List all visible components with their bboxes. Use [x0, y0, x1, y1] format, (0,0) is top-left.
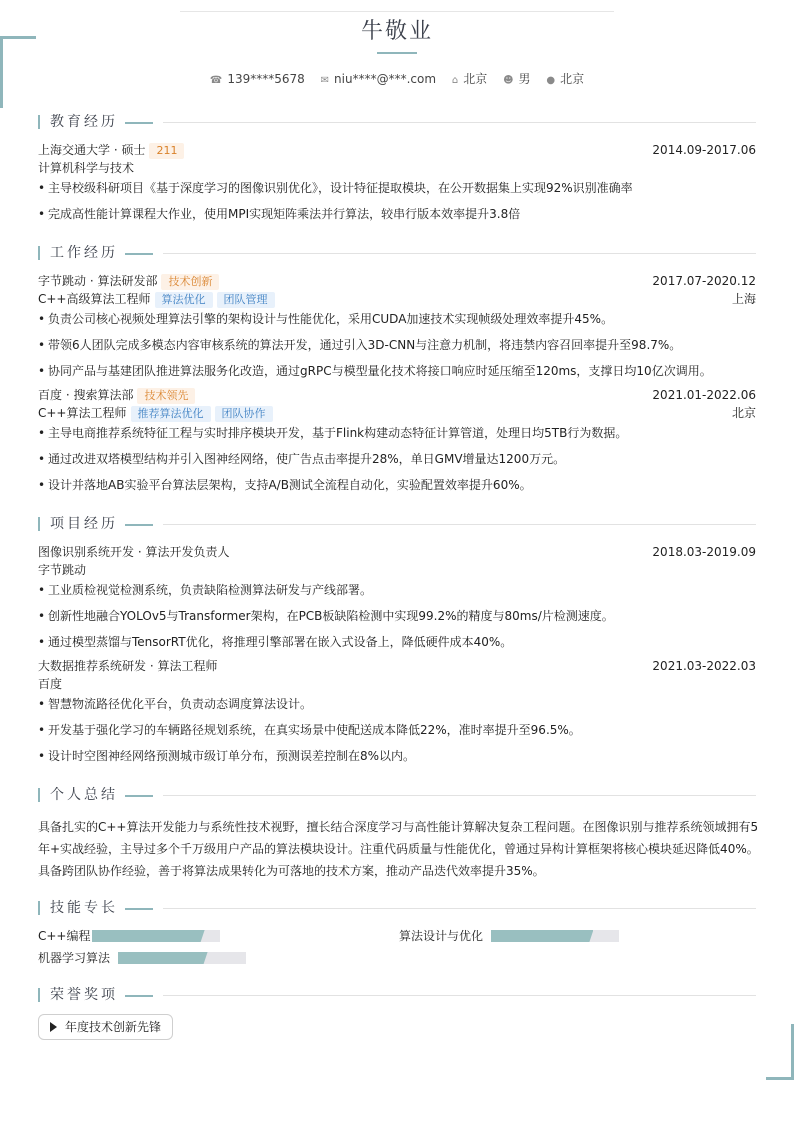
section-rule: [163, 908, 756, 909]
section-title: 教育经历: [50, 114, 118, 130]
section-title: 项目经历: [50, 516, 118, 532]
corner-decoration-bottom-right: [766, 1024, 794, 1080]
contact-location: ● 北京: [546, 72, 585, 86]
work-dates: 2021.01-2022.06: [652, 388, 756, 402]
project-org: 字节跳动: [38, 563, 87, 577]
award-name: 年度技术创新先锋: [65, 1020, 162, 1034]
major: 计算机科学与技术: [38, 161, 135, 175]
skill-tag: 团队协作: [215, 406, 273, 422]
education-major-row: [38, 160, 756, 176]
project-dates: 2018.03-2019.09: [652, 545, 756, 559]
section-marker: [38, 901, 40, 915]
work-header: [38, 387, 756, 403]
section-accent: [125, 253, 153, 255]
summary-line: 具备跨团队协作经验，善于将算法成果转化为可落地的技术方案，推动产品迭代效率提升35%。: [38, 864, 545, 878]
contact-email: ✉ niu****@***.com: [320, 72, 437, 86]
section-title: 个人总结: [50, 787, 118, 803]
skill-bar-fill: [92, 930, 205, 942]
work-role-row: [38, 405, 756, 421]
play-triangle-icon: [50, 1022, 57, 1032]
section-work: [38, 243, 756, 263]
section-title: 工作经历: [50, 245, 118, 261]
section-rule: [163, 122, 756, 123]
job-title: C++高级算法工程师: [38, 292, 151, 306]
project-org-row: [38, 562, 756, 578]
section-accent: [125, 908, 153, 910]
company: 字节跳动 · 算法研发部: [38, 274, 158, 288]
section-rule: [163, 253, 756, 254]
home-icon: ⌂: [451, 75, 459, 86]
skill-item: [399, 928, 639, 944]
phone-icon: ☎: [209, 75, 223, 86]
education-dates: 2014.09-2017.06: [652, 143, 756, 157]
section-accent: [125, 524, 153, 526]
project-header: [38, 658, 756, 674]
skill-tag: 推荐算法优化: [131, 406, 211, 422]
mail-icon: ✉: [320, 75, 330, 86]
skill-name: 算法设计与优化: [399, 929, 484, 943]
skill-bar-fill: [491, 930, 593, 942]
award-badge: [38, 1014, 173, 1040]
project-dates: 2021.03-2022.03: [652, 659, 756, 673]
skill-tag: 算法优化: [155, 292, 213, 308]
contact-phone: ☎ 139****5678: [209, 72, 305, 86]
section-marker: [38, 115, 40, 129]
skill-bar-fill: [118, 952, 208, 964]
education-header: [38, 142, 756, 158]
highlight-tag: 技术领先: [137, 388, 195, 404]
work-dates: 2017.07-2020.12: [652, 274, 756, 288]
skill-bar: [92, 930, 220, 942]
summary-line: 年+实战经验，主导过多个千万级用户产品的算法模块设计。注重代码质量与性能优化，曾通过异构计算框架将核心模块延迟降低40%。: [38, 842, 759, 856]
highlight-tag: 技术创新: [161, 274, 219, 290]
project-header: [38, 544, 756, 560]
project-name: 图像识别系统开发 · 算法开发负责人: [38, 545, 230, 559]
section-summary: [38, 785, 756, 805]
section-education: [38, 112, 756, 132]
school-tag: 211: [149, 143, 184, 159]
section-rule: [163, 795, 756, 796]
project-org-row: [38, 676, 756, 692]
gender-icon: ☻: [503, 75, 514, 86]
section-accent: [125, 795, 153, 797]
work-location: 上海: [731, 292, 756, 306]
section-projects: [38, 514, 756, 534]
skill-name: 机器学习算法: [38, 951, 111, 965]
skill-bar: [118, 952, 246, 964]
work-role-row: [38, 291, 756, 307]
section-rule: [163, 524, 756, 525]
project-name: 大数据推荐系统研发 · 算法工程师: [38, 659, 218, 673]
summary-line: 具备扎实的C++算法开发能力与系统性技术视野，擅长结合深度学习与高性能计算解决复杂工程问题。在图像识别与推荐系统领域拥有5: [38, 820, 759, 834]
contact-bar: [0, 70, 794, 87]
section-title: 技能专长: [50, 900, 118, 916]
section-rule: [163, 995, 756, 996]
section-accent: [125, 995, 153, 997]
skill-tag: 团队管理: [217, 292, 275, 308]
section-honors: [38, 985, 756, 1005]
skill-bar: [491, 930, 619, 942]
name-underline: [377, 52, 417, 54]
school-name: 上海交通大学 · 硕士: [38, 143, 146, 157]
summary-paragraph: [38, 816, 759, 882]
skill-name: C++编程: [38, 929, 91, 943]
project-org: 百度: [38, 677, 63, 691]
section-accent: [125, 122, 153, 124]
section-marker: [38, 788, 40, 802]
contact-home: ⌂ 北京: [451, 72, 488, 86]
section-marker: [38, 988, 40, 1002]
work-location: 北京: [731, 406, 756, 420]
section-skills: [38, 898, 756, 918]
contact-gender: ☻ 男: [503, 72, 531, 86]
skill-item: [38, 928, 238, 944]
work-header: [38, 273, 756, 289]
location-pin-icon: ●: [546, 75, 556, 86]
top-divider: [180, 11, 614, 12]
section-marker: [38, 517, 40, 531]
section-title: 荣誉奖项: [50, 987, 118, 1003]
section-marker: [38, 246, 40, 260]
company: 百度 · 搜索算法部: [38, 388, 134, 402]
skill-item: [38, 950, 258, 966]
job-title: C++算法工程师: [38, 406, 127, 420]
candidate-name: 牛敬业: [360, 19, 433, 44]
